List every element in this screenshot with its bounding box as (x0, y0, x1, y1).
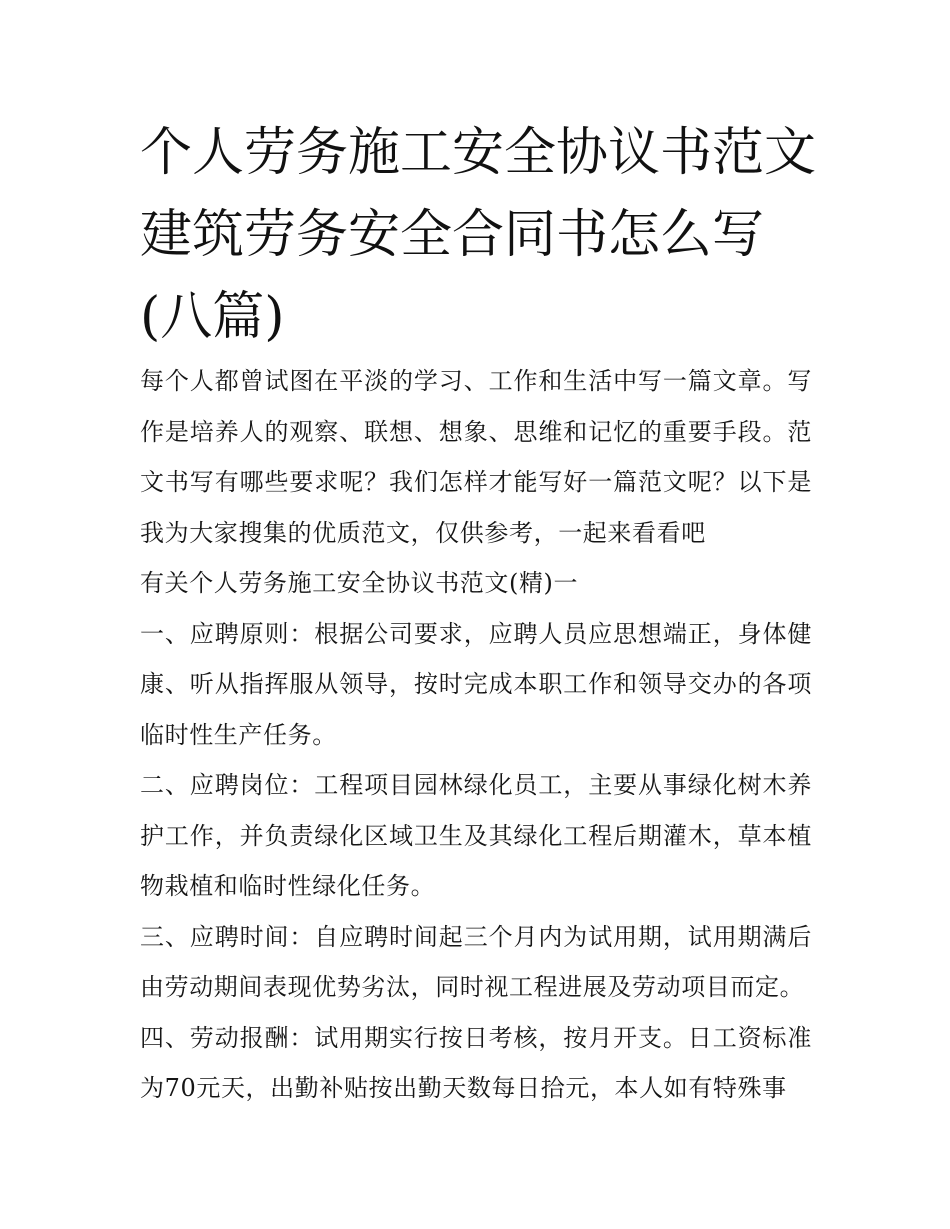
clause-paragraph: 三、应聘时间：自应聘时间起三个月内为试用期，试用期满后由劳动期间表现优势劣汰，同时视工程进展及劳动项目而定。 (140, 922, 812, 1001)
document-title: 个人劳务施工安全协议书范文建筑劳务安全合同书怎么写(八篇) (140, 123, 817, 347)
intro-paragraph: 每个人都曾试图在平淡的学习、工作和生活中写一篇文章。写作是培养人的观察、联想、想象、思维和记忆的重要手段。范文书写有哪些要求呢？我们怎样才能写好一篇范文呢？以下是我为大家搜集的优质范文，仅供参考，一起来看看吧 (140, 367, 812, 547)
section-heading: 有关个人劳务施工安全协议书范文(精)一 (140, 569, 579, 597)
clause-paragraph: 四、劳动报酬：试用期实行按日考核，按月开支。日工资标准为70元天，出勤补贴按出勤天数每日拾元，本人如有特殊事 (140, 1023, 812, 1102)
clause-paragraph: 二、应聘岗位：工程项目园林绿化员工，主要从事绿化树木养护工作，并负责绿化区域卫生及其绿化工程后期灌木，草本植物栽植和临时性绿化任务。 (140, 771, 812, 900)
clause-paragraph: 一、应聘原则：根据公司要求，应聘人员应思想端正，身体健康、听从指挥服从领导，按时完成本职工作和领导交办的各项临时性生产任务。 (140, 619, 812, 749)
document-body (140, 356, 812, 1114)
